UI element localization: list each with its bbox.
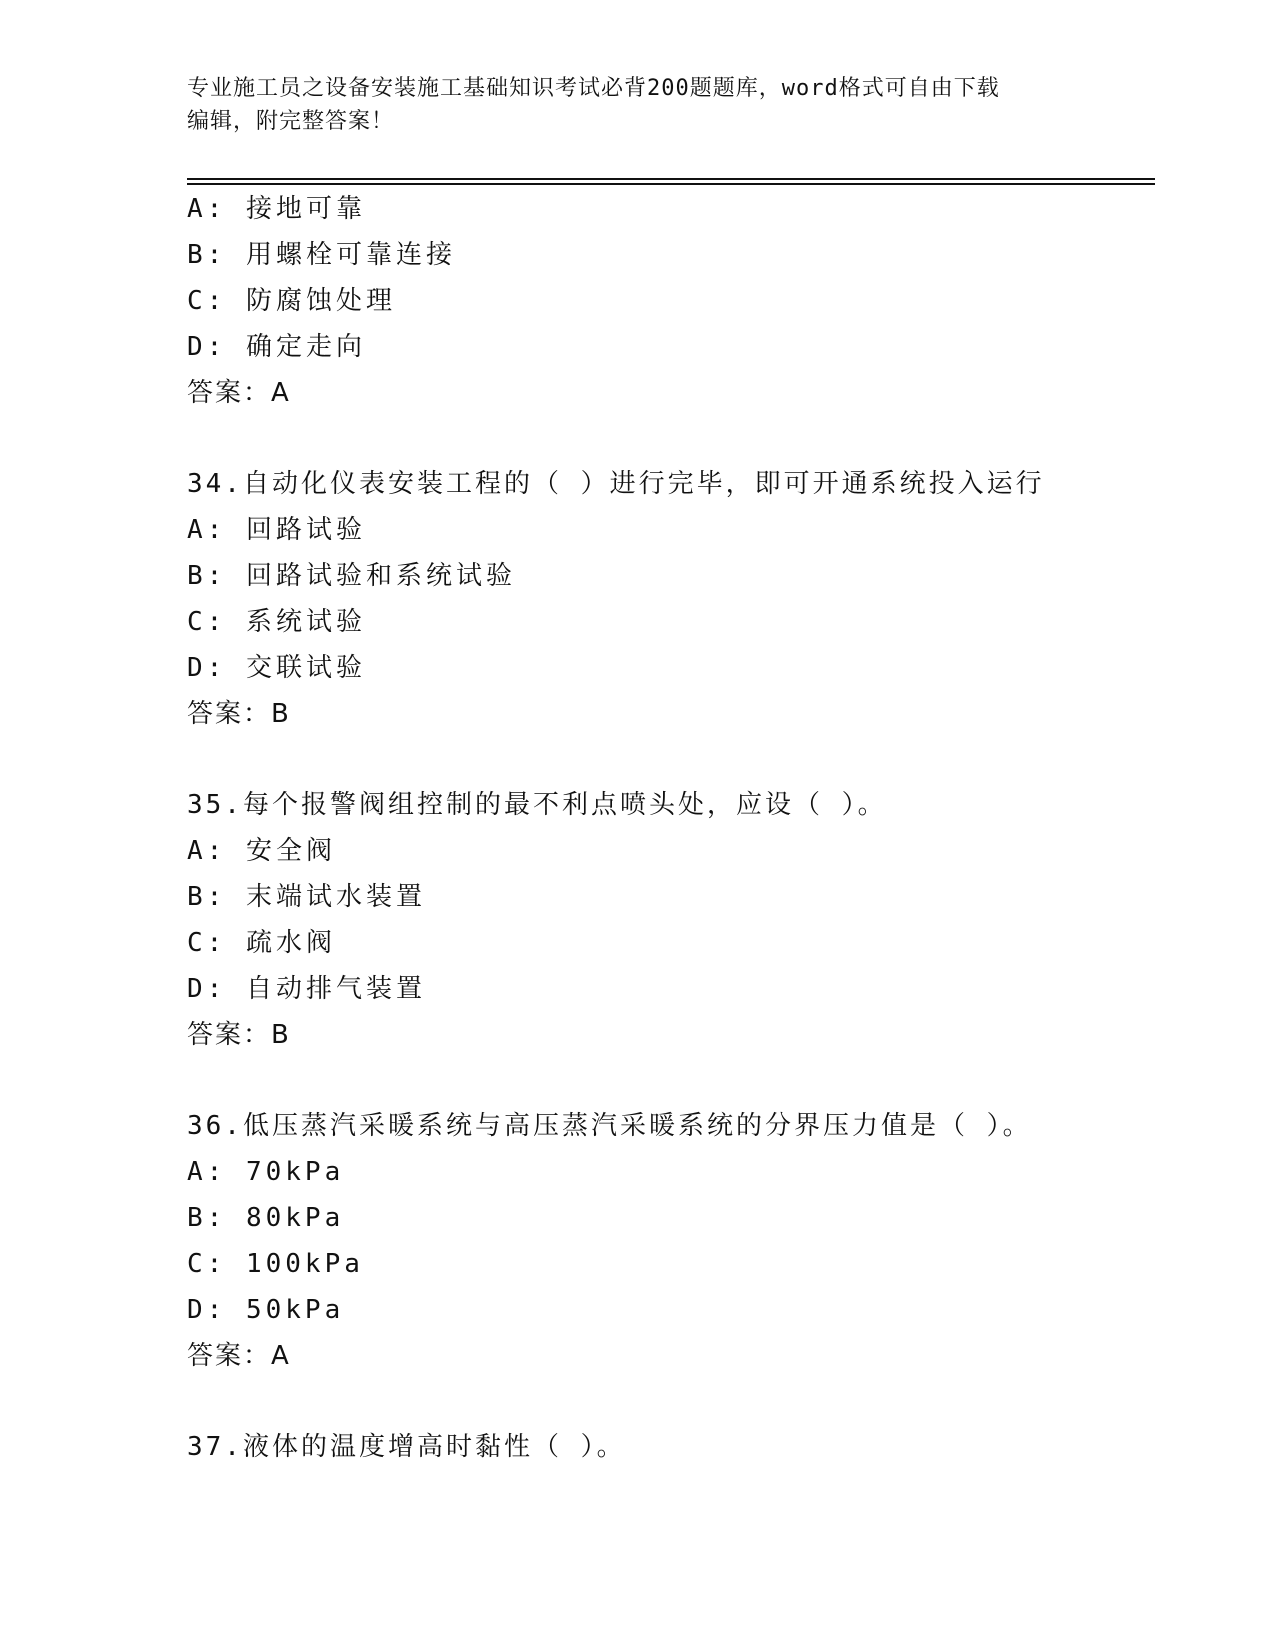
question-block-35 [187, 782, 1155, 1058]
question-text: 36.低压蒸汽采暖系统与高压蒸汽采暖系统的分界压力值是（ ）。 [187, 1111, 1032, 1141]
question-block-37 [187, 1424, 1155, 1470]
option-b: B: 用螺栓可靠连接 [187, 240, 456, 270]
question-block-33 [187, 186, 1155, 416]
answer-line: 答案：B [187, 699, 291, 729]
question-text: 37.液体的温度增高时黏性（ ）。 [187, 1432, 626, 1462]
answer-line: 答案：A [187, 1341, 291, 1371]
option-d: D: 交联试验 [187, 653, 366, 683]
option-c: C: 系统试验 [187, 607, 366, 637]
option-a: A: 回路试验 [187, 515, 366, 545]
option-c: C: 疏水阀 [187, 928, 336, 958]
question-text: 35.每个报警阀组控制的最不利点喷头处，应设（ ）。 [187, 790, 887, 820]
option-d: D: 自动排气装置 [187, 974, 426, 1004]
answer-line: 答案：A [187, 378, 291, 408]
option-d: D: 确定走向 [187, 332, 366, 362]
question-text: 34.自动化仪表安装工程的（ ）进行完毕，即可开通系统投入运行 [187, 469, 1045, 499]
option-c: C: 100kPa [187, 1249, 364, 1279]
header-line-1: 专业施工员之设备安装施工基础知识考试必背200题题库，word格式可自由下载 [187, 76, 1000, 101]
header-divider-bottom [187, 183, 1155, 185]
option-a: A: 安全阀 [187, 836, 336, 866]
question-block-36 [187, 1103, 1155, 1379]
question-list [187, 186, 1155, 1470]
option-b: B: 回路试验和系统试验 [187, 561, 516, 591]
option-a: A: 接地可靠 [187, 194, 366, 224]
answer-line: 答案：B [187, 1020, 291, 1050]
header-divider-top [187, 178, 1155, 180]
option-a: A: 70kPa [187, 1157, 345, 1187]
option-d: D: 50kPa [187, 1295, 345, 1325]
document-header [187, 72, 1077, 138]
option-c: C: 防腐蚀处理 [187, 286, 396, 316]
option-b: B: 80kPa [187, 1203, 345, 1233]
header-line-2: 编辑，附完整答案！ [187, 109, 395, 134]
question-block-34 [187, 461, 1155, 737]
option-b: B: 末端试水装置 [187, 882, 426, 912]
